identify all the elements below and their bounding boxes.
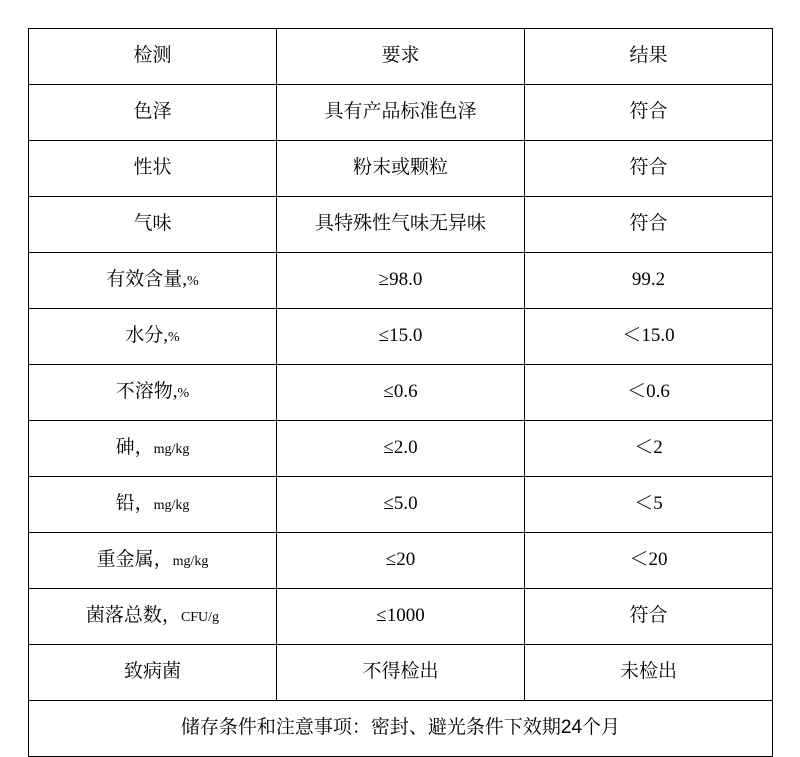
row-name [29,533,277,589]
row-name-text: 铅， [115,493,154,515]
row-unit-text: CFU/g [180,610,220,626]
row-name [29,85,277,141]
row-name-text: 性状 [133,157,172,179]
row-name-text: 菌落总数， [85,605,181,627]
row-name-text: 水分, [125,325,169,347]
row-result: ＜2 [525,421,773,477]
row-unit-text: mg/kg [172,554,209,570]
row-result: 符合 [525,85,773,141]
row-result: 符合 [525,589,773,645]
row-name [29,589,277,645]
row-name [29,197,277,253]
row-requirement: ≤5.0 [277,477,525,533]
table-row [29,421,773,477]
table-row [29,477,773,533]
table-row [29,533,773,589]
row-name-text: 不溶物, [115,381,178,403]
row-requirement: ≤2.0 [277,421,525,477]
row-requirement: ≥98.0 [277,253,525,309]
column-header-requirement: 要求 [277,29,525,85]
row-name [29,477,277,533]
row-result: ＜20 [525,533,773,589]
row-result: ＜15.0 [525,309,773,365]
row-name [29,253,277,309]
row-requirement: 具有产品标准色泽 [277,85,525,141]
row-name [29,365,277,421]
table-row [29,645,773,701]
column-header-result: 结果 [525,29,773,85]
row-name [29,645,277,701]
table-row [29,589,773,645]
row-name [29,421,277,477]
row-name-text: 色泽 [133,101,172,123]
table-header-row [29,29,773,85]
row-result: ＜5 [525,477,773,533]
table-row [29,85,773,141]
row-result: 未检出 [525,645,773,701]
table-row [29,197,773,253]
row-result: 符合 [525,141,773,197]
row-unit-text: % [168,330,180,346]
table-row [29,365,773,421]
row-unit-text: mg/kg [153,442,190,458]
row-name [29,141,277,197]
table-row [29,309,773,365]
row-requirement: ≤20 [277,533,525,589]
row-requirement: 不得检出 [277,645,525,701]
row-unit-text: % [177,386,190,402]
column-header-test: 检测 [29,29,277,85]
table-row [29,253,773,309]
row-unit-text: mg/kg [153,498,190,514]
row-name-text: 砷， [115,437,154,459]
row-name-text: 气味 [133,213,172,235]
row-name [29,309,277,365]
row-name-text: 致病菌 [123,661,181,683]
storage-note: 储存条件和注意事项：密封、避光条件下效期24个月 [29,701,773,757]
row-result: 99.2 [525,253,773,309]
row-requirement: ≤1000 [277,589,525,645]
row-requirement: ≤0.6 [277,365,525,421]
row-result: 符合 [525,197,773,253]
table-row [29,141,773,197]
row-name-text: 有效含量, [106,269,188,291]
row-name-text: 重金属， [96,549,173,571]
row-requirement: ≤15.0 [277,309,525,365]
row-result: ＜0.6 [525,365,773,421]
storage-note-row [29,701,773,757]
row-unit-text: % [187,274,199,290]
specification-table [28,28,773,757]
row-requirement: 粉末或颗粒 [277,141,525,197]
row-requirement: 具特殊性气味无异味 [277,197,525,253]
